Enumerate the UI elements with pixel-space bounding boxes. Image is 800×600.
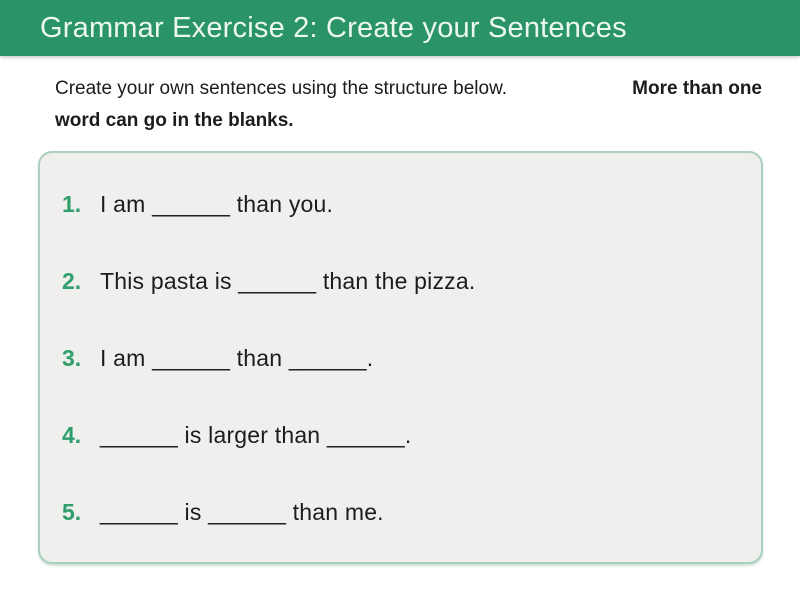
- instructions-line-2: [55, 105, 762, 137]
- page-title: Grammar Exercise 2: Create your Sentences: [40, 11, 627, 44]
- sentence-with-blanks: I am ______ than you.: [100, 191, 334, 217]
- sentence-with-blanks: ______ is larger than ______.: [100, 422, 412, 448]
- item-number: 3.: [62, 345, 82, 371]
- instructions-paragraph: [55, 73, 762, 137]
- item-number: 1.: [62, 191, 82, 217]
- instructions-regular-text: Create your own sentences using the structure below.: [55, 78, 508, 99]
- instructions-bold-text-start: More than one: [632, 78, 762, 99]
- sentence-with-blanks: This pasta is ______ than the pizza.: [100, 268, 476, 294]
- instructions-line-1: [55, 73, 762, 105]
- sentence-with-blanks: I am ______ than ______.: [100, 345, 374, 371]
- list-item: [62, 189, 737, 219]
- list-item: [62, 343, 737, 373]
- item-number: 4.: [62, 422, 82, 448]
- sentence-list-panel: [38, 151, 763, 564]
- item-number: 5.: [62, 499, 82, 525]
- list-item: [62, 420, 737, 450]
- instructions-bold-text-end: word can go in the blanks.: [55, 110, 294, 131]
- list-item: [62, 497, 737, 527]
- list-item: [62, 266, 737, 296]
- item-number: 2.: [62, 268, 82, 294]
- sentence-with-blanks: ______ is ______ than me.: [100, 499, 384, 525]
- title-bar: [0, 0, 800, 56]
